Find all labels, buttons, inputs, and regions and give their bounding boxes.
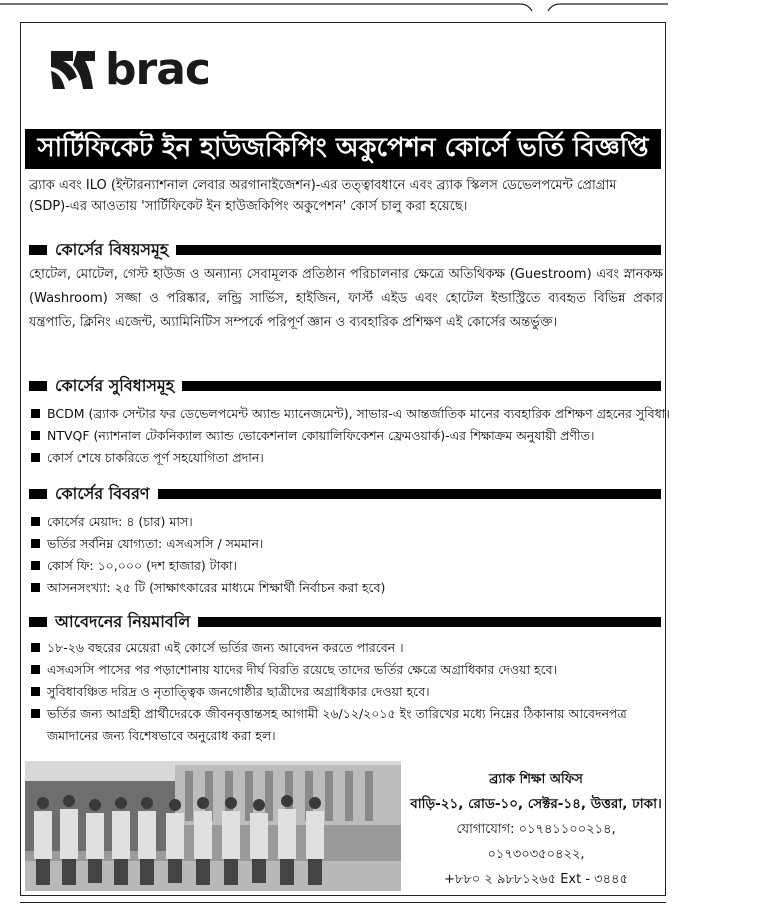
bottom-page-edge	[20, 902, 666, 913]
bullet-square-icon	[31, 643, 40, 652]
section-heading-benefits	[29, 377, 661, 395]
benefits-list	[29, 403, 670, 469]
bullet-square-icon	[31, 687, 40, 696]
list-item: এসএসসি পাসের পর পড়াশোনায় যাদের দীর্ঘ বিরতি রয়েছে তাদের ভর্তির ক্ষেত্রে অগ্রাধিকার দেওয়া হবে।	[29, 659, 665, 681]
ad-title: সার্টিফিকেট ইন হাউজকিপিং অকুপেশন কোর্সে ভর্তি বিজ্ঞপ্তি	[25, 129, 661, 169]
list-item: ১৮-২৬ বছরের মেয়েরা এই কোর্সে ভর্তির জন্য আবেদন করতে পারবেন ।	[29, 637, 665, 659]
list-item: BCDM (ব্র্যাক সেন্টার ফর ডেভেলপমেন্ট অ্যান্ড ম্যানেজমেন্ট), সাভার-এ আন্তর্জাতিক মানের ব্যবহারিক প্রশিক্ষণ গ্রহনের সুবিধা।	[29, 403, 665, 425]
intro-paragraph: ব্র্যাক এবং ILO (ইন্টারন্যাশনাল লেবার অরগানাইজেশন)-এর তত্ত্বাবধানে এবং ব্র্যাক স্কিলস ডেভেলপমেন্ট প্রোগ্রাম (SDP)-এর আওতায় 'সার্টিফিকেট ইন হাউজকিপিং অকুপেশন' কোর্স চালু করা হয়েছে।	[29, 178, 617, 214]
section-heading-rules-label: আবেদনের নিয়মাবলি	[55, 611, 191, 631]
office-phone-ext: +৮৮০ ২ ৯৮৮১২৬৫ Ext - ৩৪৪৫	[444, 872, 628, 887]
topics-paragraph: হোটেল, মোটেল, গেস্ট হাউজ ও অন্যান্য সেবামূলক প্রতিষ্ঠান পরিচালনার ক্ষেত্রে অতিথিকক্ষ (Guestroom) এবং স্নানকক্ষ (Washroom) সজ্জা ও পরিষ্কার, লন্ড্রি সার্ভিস, হাইজিন, ফার্স্ট এইড এবং হোটেল ইন্ডাস্ট্রিতে ব্যবহৃত বিভিন্ন প্রকার যন্ত্রপাতি, ক্লিনিং এজেন্ট, অ্যামিনিটিস সম্পর্কে পরিপূর্ণ জ্ঞান ও ব্যবহারিক প্রশিক্ষণ এই কোর্সের অন্তর্ভুক্ত।	[29, 267, 663, 330]
section-heading-rules	[29, 613, 661, 631]
bullet-square-icon	[31, 431, 40, 440]
bullet-square-icon	[31, 539, 40, 548]
list-item: কোর্স শেষে চাকরিতে পূর্ণ সহযোগিতা প্রদান।	[29, 447, 665, 469]
list-item: সুবিধাবঞ্চিত দরিদ্র ও নৃতাত্ত্বিক জনগোষ্ঠীর ছাত্রীদের অগ্রাধিকার দেওয়া হবে।	[29, 681, 665, 703]
office-address: বাড়ি-২১, রোড-১০, সেক্টর-১৪, উত্তরা, ঢাকা।	[410, 796, 662, 812]
list-item: NTVQF (ন্যাশনাল টেকনিক্যাল অ্যান্ড ভোকেশনাল কোয়ালিফিকেশন ফ্রেমওয়ার্ক)-এর শিক্ষাক্রম অনুযায়ী প্রণীত।	[29, 425, 665, 447]
rules-list	[29, 637, 665, 747]
section-heading-benefits-label: কোর্সের সুবিধাসমূহ	[55, 375, 175, 395]
list-item: কোর্সের মেয়াদ: ৪ (চার) মাস।	[29, 511, 665, 533]
brac-logo-word: brac	[105, 44, 210, 95]
section-heading-topics	[29, 241, 661, 259]
bullet-square-icon	[31, 517, 40, 526]
bullet-square-icon	[31, 561, 40, 570]
section-heading-details-label: কোর্সের বিবরণ	[55, 483, 150, 503]
bullet-square-icon	[31, 665, 40, 674]
office-phone: যোগাযোগ: ০১৭৪১১০০২১৪, ০১৭৩০৩৫০৪২২,	[456, 822, 616, 862]
section-heading-topics-label: কোর্সের বিষয়সমূহ	[55, 239, 169, 259]
brac-logo	[47, 44, 210, 95]
bullet-square-icon	[31, 583, 40, 592]
office-contact-block	[409, 767, 663, 892]
bullet-square-icon	[31, 453, 40, 462]
section-heading-details	[29, 485, 661, 503]
office-name: ব্র্যাক শিক্ষা অফিস	[489, 772, 583, 787]
admission-advertisement	[20, 22, 670, 896]
top-page-edge	[0, 0, 774, 12]
list-item: ভর্তির জন্য আগ্রহী প্রার্থীদেরকে জীবনবৃত্তান্তসহ আগামী ২৬/১২/২০১৫ ইং তারিখের মধ্যে নিম্নের ঠিকানায় আবেদনপত্র জমাদানের জন্য বিশেষভাবে অনুরোধ করা হল।	[29, 703, 665, 747]
bullet-square-icon	[31, 709, 40, 718]
details-list	[29, 511, 665, 599]
bullet-square-icon	[31, 409, 40, 418]
students-group-photo	[25, 761, 401, 891]
list-item: আসনসংখ্যা: ২৫ টি (সাক্ষাৎকারের মাধ্যমে শিক্ষার্থী নির্বাচন করা হবে)	[29, 577, 665, 599]
list-item: কোর্স ফি: ১০,০০০ (দশ হাজার) টাকা।	[29, 555, 665, 577]
brac-logo-icon	[47, 47, 99, 93]
list-item: ভর্তির সর্বনিম্ন যোগ্যতা: এসএসসি / সমমান।	[29, 533, 665, 555]
